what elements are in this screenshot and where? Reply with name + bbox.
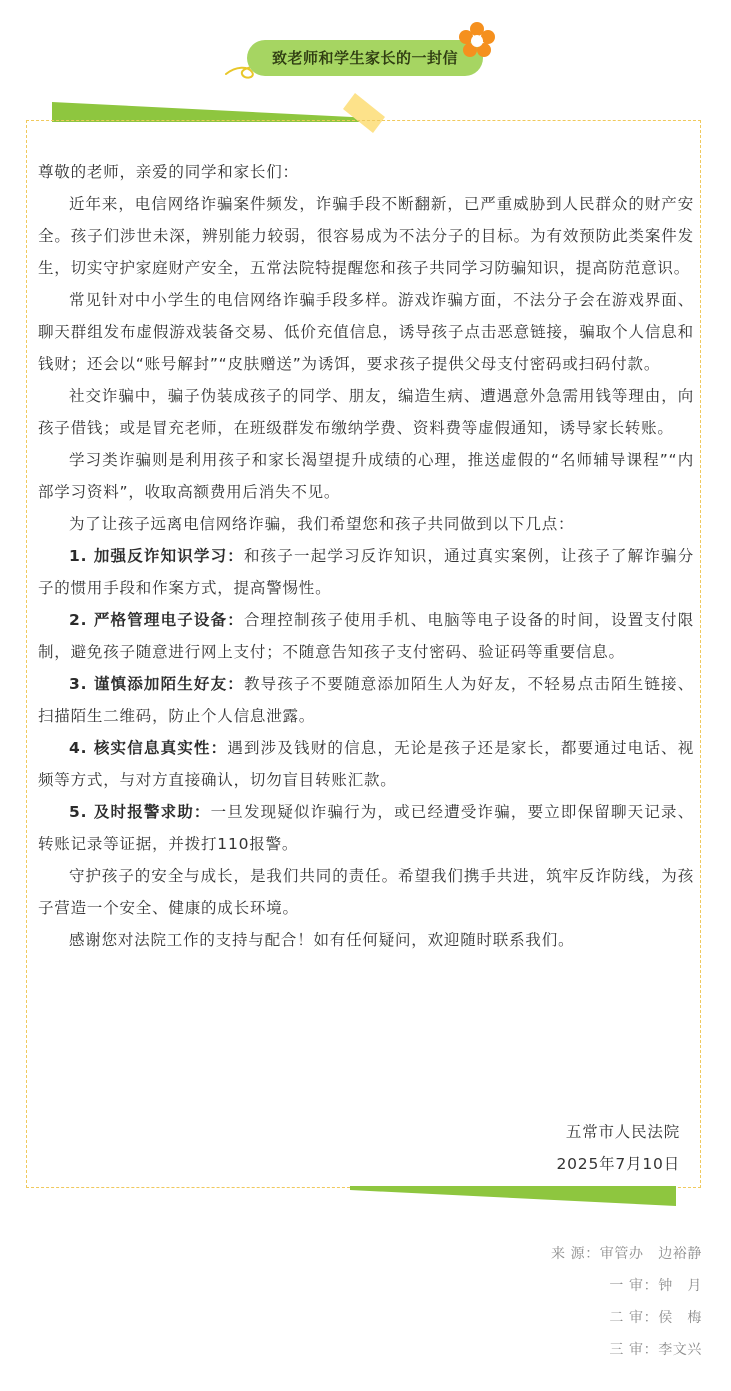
point-item	[38, 540, 694, 604]
bottom-green-stripe	[350, 1186, 676, 1208]
credit-review-1	[420, 1270, 702, 1302]
flower-icon	[455, 20, 499, 60]
point-title: 2. 严格管理电子设备：	[69, 611, 244, 629]
credit-label: 二 审：	[609, 1310, 659, 1326]
credit-value: 钟 月	[658, 1278, 702, 1294]
point-item	[38, 604, 694, 668]
credit-review-2	[420, 1302, 702, 1334]
paragraph-thanks: 感谢您对法院工作的支持与配合！如有任何疑问，欢迎随时联系我们。	[69, 931, 575, 949]
paragraph-closing: 守护孩子的安全与成长，是我们共同的责任。希望我们携手共进，筑牢反诈防线，为孩子营造一个安全、健康的成长环境。	[38, 867, 694, 917]
credit-value: 审管办 边裕静	[599, 1246, 702, 1262]
credit-review-3	[420, 1334, 702, 1366]
point-title: 5. 及时报警求助：	[69, 803, 211, 821]
letter-body	[38, 156, 694, 956]
credit-source	[420, 1238, 702, 1270]
point-item	[38, 796, 694, 860]
point-text: 遇到涉及钱财的信息，无论是孩子还是家长，都要通过电话、视频等方式，与对方直接确认，切勿盲目转账汇款。	[38, 739, 695, 789]
paragraph-game-fraud: 常见针对中小学生的电信网络诈骗手段多样。游戏诈骗方面，不法分子会在游戏界面、聊天群组发布虚假游戏装备交易、低价充值信息，诱导孩子点击恶意链接，骗取个人信息和钱财；还会以“账号解封”“皮肤赠送”为诱饵，要求孩子提供父母支付密码或扫码付款。	[38, 291, 694, 373]
point-title: 3. 谨慎添加陌生好友：	[69, 675, 244, 693]
greeting: 尊敬的老师，亲爱的同学和家长们：	[38, 163, 299, 181]
header-banner	[0, 0, 731, 125]
signature-org: 五常市人民法院	[565, 1123, 680, 1141]
point-title: 4. 核实信息真实性：	[69, 739, 228, 757]
point-title: 1. 加强反诈知识学习：	[69, 547, 244, 565]
signature-date: 2025年7月10日	[556, 1155, 680, 1173]
credit-label: 来 源：	[550, 1246, 600, 1262]
point-text: 合理控制孩子使用手机、电脑等电子设备的时间，设置支付限制，避免孩子随意进行网上支付；不随意告知孩子支付密码、验证码等重要信息。	[38, 611, 694, 661]
paragraph-points-intro: 为了让孩子远离电信网络诈骗，我们希望您和孩子共同做到以下几点：	[69, 515, 575, 533]
credits	[420, 1238, 702, 1366]
point-text: 和孩子一起学习反诈知识，通过真实案例，让孩子了解诈骗分子的惯用手段和作案方式，提高警惕性。	[38, 547, 694, 597]
credit-value: 侯 梅	[658, 1310, 702, 1326]
top-green-stripe	[52, 100, 372, 122]
point-item	[38, 732, 694, 796]
page-title: 致老师和学生家长的一封信	[247, 40, 483, 76]
signature	[500, 1116, 680, 1180]
paragraph-intro: 近年来，电信网络诈骗案件频发，诈骗手段不断翻新，已严重威胁到人民群众的财产安全。孩子们涉世未深，辨别能力较弱，很容易成为不法分子的目标。为有效预防此类案件发生，切实守护家庭财产安全，五常法院特提醒您和孩子共同学习防骗知识，提高防范意识。	[38, 195, 694, 277]
credit-value: 李文兴	[658, 1342, 702, 1358]
paragraph-social-fraud: 社交诈骗中，骗子伪装成孩子的同学、朋友，编造生病、遭遇意外急需用钱等理由，向孩子借钱；或是冒充老师，在班级群发布缴纳学费、资料费等虚假通知，诱导家长转账。	[38, 387, 694, 437]
point-item	[38, 668, 694, 732]
point-text: 教导孩子不要随意添加陌生人为好友，不轻易点击陌生链接、扫描陌生二维码，防止个人信息泄露。	[38, 675, 694, 725]
credit-label: 三 审：	[609, 1342, 659, 1358]
paragraph-study-fraud: 学习类诈骗则是利用孩子和家长渴望提升成绩的心理，推送虚假的“名师辅导课程”“内部学习资料”，收取高额费用后消失不见。	[38, 451, 694, 501]
credit-label: 一 审：	[609, 1278, 659, 1294]
point-text: 一旦发现疑似诈骗行为，或已经遭受诈骗，要立即保留聊天记录、转账记录等证据，并拨打110报警。	[38, 803, 694, 853]
